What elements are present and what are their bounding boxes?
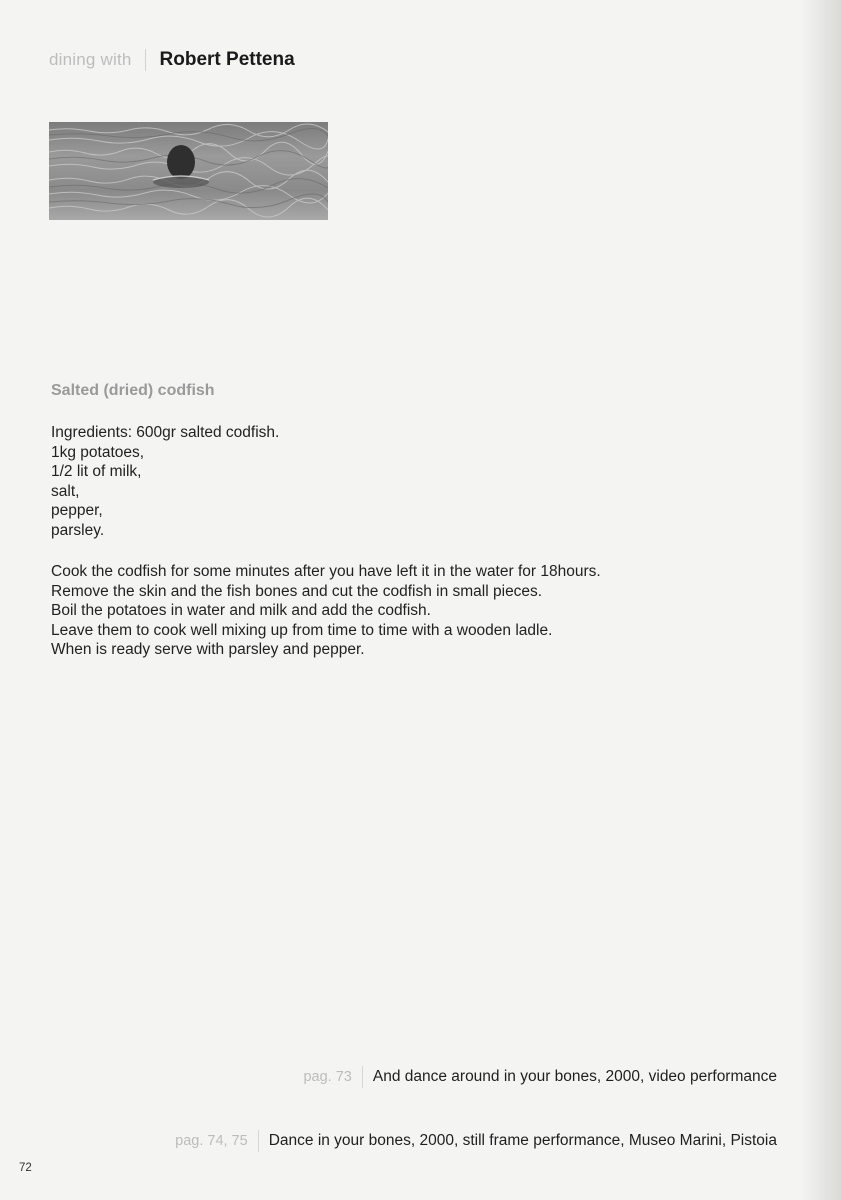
header-name: Robert Pettena <box>159 49 295 70</box>
caption-page-ref: pag. 73 <box>303 1069 352 1085</box>
method-text <box>51 562 601 660</box>
ingredient-line: parsley. <box>51 521 105 539</box>
method-line: Cook the codfish for some minutes after you have left it in the water for 18hours. <box>51 563 601 580</box>
header <box>49 47 295 73</box>
page-number: 72 <box>19 1162 32 1174</box>
caption-text: And dance around in your bones, 2000, video performance <box>372 1068 777 1085</box>
method-line: Leave them to cook well mixing up from time to time with a wooden ladle. <box>51 621 553 639</box>
ingredient-line: pepper, <box>51 502 103 520</box>
caption-pag-73 <box>303 1066 777 1088</box>
swimmer-in-sea-photo <box>49 122 328 220</box>
method-line: Boil the potatoes in water and milk and add the codfish. <box>51 602 431 620</box>
ingredient-line: Ingredients: 600gr salted codfish. <box>51 424 280 441</box>
caption-text: Dance in your bones, 2000, still frame performance, Museo Marini, Pistoia <box>268 1132 777 1149</box>
ingredient-line: 1/2 lit of milk, <box>51 463 142 481</box>
header-divider <box>145 49 146 71</box>
ingredient-line: 1kg potatoes, <box>51 443 145 461</box>
method-line: Remove the skin and the fish bones and cut the codfish in small pieces. <box>51 582 543 600</box>
caption-divider <box>362 1066 363 1088</box>
ingredient-line: salt, <box>51 482 80 500</box>
caption-pag-74-75 <box>175 1130 777 1152</box>
page-edge-shadow <box>801 0 841 1200</box>
ingredients-list <box>51 423 279 541</box>
caption-divider <box>258 1130 259 1152</box>
header-kicker: dining with <box>49 50 132 69</box>
caption-page-ref: pag. 74, 75 <box>175 1133 248 1149</box>
recipe-title: Salted (dried) codfish <box>51 382 215 399</box>
method-line: When is ready serve with parsley and pepper. <box>51 641 365 659</box>
